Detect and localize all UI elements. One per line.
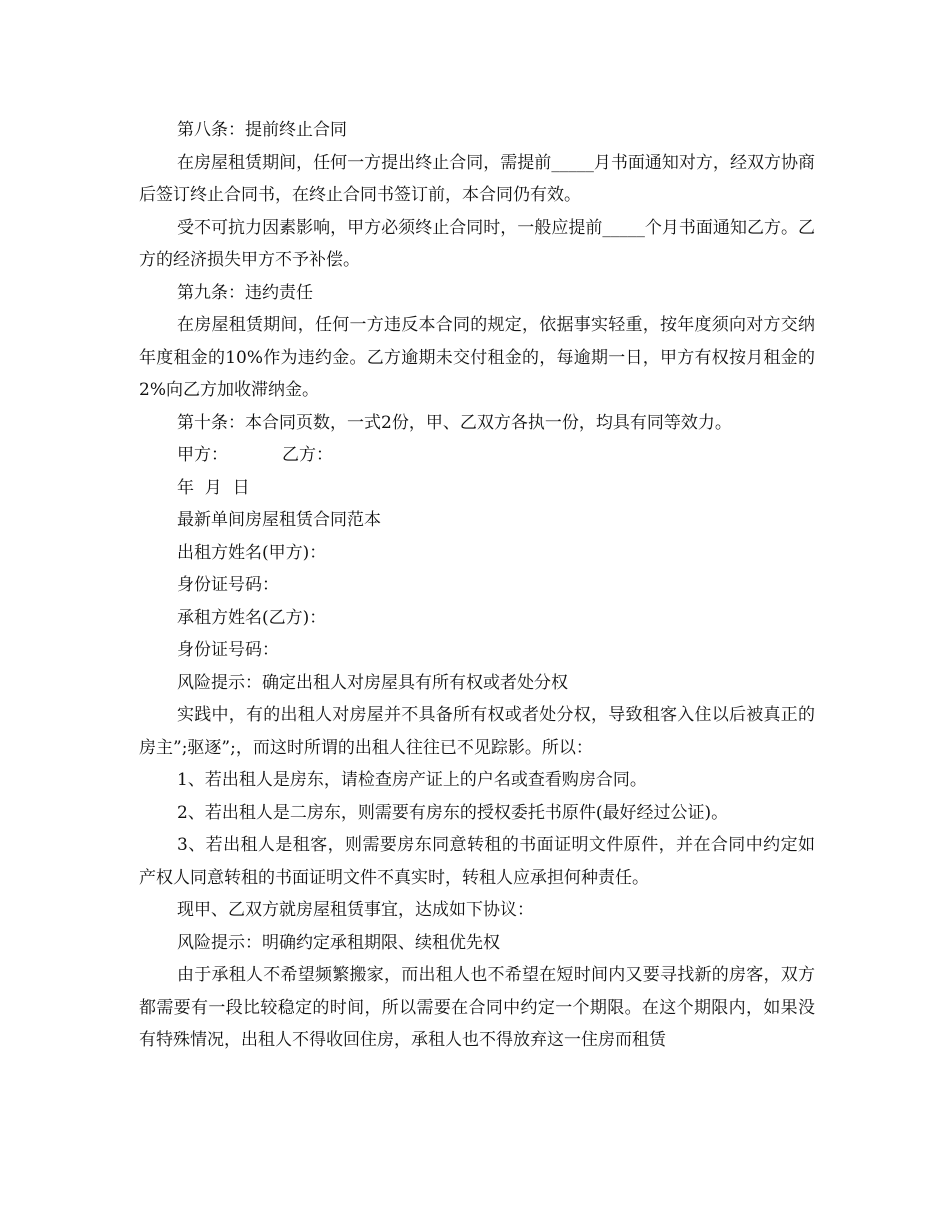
ownership-check-item-3: 3、若出租人是租客，则需要房东同意转租的书面证明文件原件，并在合同中约定如产权人同意转租的书面证明文件不真实时，转租人应承担何种责任。 xyxy=(139,835,815,888)
document-body xyxy=(139,114,815,1057)
signature-date-line: 年 月 日 xyxy=(177,477,250,498)
ownership-check-item-1: 1、若出租人是房东，请检查房产证上的户名或查看购房合同。 xyxy=(177,770,647,790)
article-8-paragraph-1: 在房屋租赁期间，任何一方提出终止合同，需提前_____月书面通知对方，经双方协商后签订终止合同书，在终止合同书签订前，本合同仍有效。 xyxy=(139,152,815,205)
lessee-id-field: 身份证号码： xyxy=(177,640,279,660)
signature-parties-line: 甲方： 乙方： xyxy=(177,445,334,465)
agreement-intro: 现甲、乙双方就房屋租赁事宜，达成如下协议： xyxy=(177,900,534,920)
article-8-heading: 第八条：提前终止合同 xyxy=(177,120,347,140)
article-8-paragraph-2: 受不可抗力因素影响，甲方必须终止合同时，一般应提前_____个月书面通知乙方。乙方的经济损失甲方不予补偿。 xyxy=(139,217,815,270)
lessee-name-field: 承租方姓名(乙方)： xyxy=(177,607,327,628)
risk-tip-term-paragraph: 由于承租人不希望频繁搬家，而出租人也不希望在短时间内又要寻找新的房客，双方都需要有一段比较稳定的时间，所以需要在合同中约定一个期限。在这个期限内，如果没有特殊情况，出租人不得收回住房，承租人也不得放弃这一住房而租赁 xyxy=(139,965,815,1050)
risk-tip-term-heading: 风险提示：明确约定承租期限、续租优先权 xyxy=(177,932,500,953)
template-title: 最新单间房屋租赁合同范本 xyxy=(177,510,381,530)
article-9-heading: 第九条：违约责任 xyxy=(177,282,313,303)
article-9-paragraph: 在房屋租赁期间，任何一方违反本合同的规定，依据事实轻重，按年度须向对方交纳年度租金的10%作为违约金。乙方逾期未交付租金的，每逾期一日，甲方有权按月租金的2%向乙方加收滞纳金。 xyxy=(139,315,815,400)
article-10-paragraph: 第十条：本合同页数，一式2份，甲、乙双方各执一份，均具有同等效力。 xyxy=(177,412,732,433)
risk-tip-ownership-paragraph: 实践中，有的出租人对房屋并不具备所有权或者处分权，导致租客入住以后被真正的房主”;驱逐”;，而这时所谓的出租人往往已不见踪影。所以： xyxy=(139,705,815,758)
risk-tip-ownership-heading: 风险提示：确定出租人对房屋具有所有权或者处分权 xyxy=(177,672,568,693)
lessor-id-field: 身份证号码： xyxy=(177,575,279,595)
lessor-name-field: 出租方姓名(甲方)： xyxy=(177,542,327,563)
ownership-check-item-2: 2、若出租人是二房东，则需要有房东的授权委托书原件(最好经过公证)。 xyxy=(177,802,729,823)
